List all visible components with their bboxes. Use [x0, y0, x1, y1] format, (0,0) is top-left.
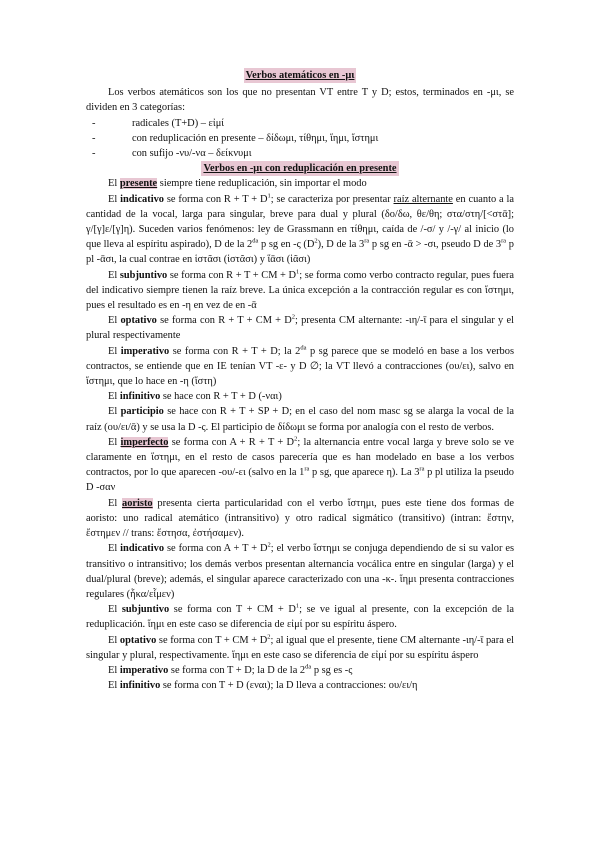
underlined-term: raíz alternante: [393, 193, 453, 205]
paragraph-subjuntivo: El subjuntivo se forma con R + T + CM + $D^1$; se forma como verbo contracto regular, pues fuera del indicativo siempre tienen la raíz breve. La única excepción a la contracción regular es con ἵστημι, pues el resultado es en -η en vez de en -ᾱ: [86, 268, 514, 312]
keyword-imperfecto: imperfecto: [120, 436, 169, 448]
section-title: Verbos en -μι con reduplicación en presente: [201, 161, 398, 176]
paragraph-participio: El participio se hace con R + T + SP + D; en el caso del nom masc sg se alarga la vocal de la raíz (ου/ει/ᾱ) y se usa la D -ς. El participio de δίδωμι se forma por analogía con el resto de verbos.: [86, 406, 514, 433]
keyword-indicativo: indicativo: [120, 193, 164, 205]
paragraph-presente: El presente siempre tiene reduplicación, sin importar el modo: [108, 178, 367, 190]
keyword-infinitivo: infinitivo: [119, 391, 161, 403]
doc-title: Verbos atemáticos en -μι: [244, 68, 357, 83]
paragraph-aor-subjuntivo: El subjuntivo se forma con T + CM + $D^1$; se ve igual al presente, con la excepción de la reduplicación. ἵημι en este caso se diferencia de εἰμί por su espíritu áspero.: [86, 602, 514, 631]
keyword-imperativo: imperativo: [120, 345, 170, 357]
category-item: - con sufijo -νυ/-να – δείκνυμι: [86, 146, 514, 161]
keyword-aoristo: aoristo: [122, 497, 153, 509]
section-title-line: [86, 161, 514, 176]
paragraph-aor-imperativo: El imperativo se forma con T + D; la D de la $2^{da}$ p sg es -ς: [108, 663, 353, 676]
paragraph-imperfecto: El imperfecto se forma con $A + R + T + D^2$; la alternancia entre vocal larga y breve solo se ve claramente en ἵστημι, en el resto de casos parecería que es han modelado en base a los verbos contractos, por lo que aparecen -ου/-ει (salvo en la $1^{ra}$ p sg, que aparece η). La $3^{ra}$ p pl utiliza la pseudo D -σαν: [86, 435, 514, 494]
category-list: [86, 116, 514, 162]
paragraph-indicativo: El indicativo se forma con $R + T + D^1$; se caracteriza por presentar raíz alternante en cuanto a la cantidad de la vocal, larga para singular, breve para dual y plural (δο/δω, θε/θη; στα/στη/[<στᾱ]; γ/[γ]ε/[γ]η). Suceden varios fenómenos: ley de Grassmann en τίθημι, caída de /-σ/ y /-γ/ al inicio (lo que lleva al espíritu aspirado), D de la $2^{da}$ p sg en -ς $(D^2)$, D de la $3^{ra}$ p sg en -ᾱ > -σι, pseudo D de $3^{ra}$ p pl -ᾱσι, la cual contrae en ἱστᾶσι (ἱστᾶσι) y ἵᾱσι (ἱᾶσι): [86, 192, 514, 266]
paragraph-aor-optativo: El optativo se forma con T + CM + $D^2$; al igual que el presente, tiene CM alternante -ιη/-ῑ para el singular y plural, respectivamente. ἵημι en este caso se diferencia de εἰμί por su espíritu áspero: [86, 633, 514, 661]
keyword-presente: presente: [119, 178, 158, 190]
paragraph-aor-infinitivo: El infinitivo se forma con T + D (εναι); la D lleva a contracciones: ου/ει/η: [108, 680, 418, 692]
keyword-subjuntivo: subjuntivo: [121, 604, 170, 616]
paragraph-aoristo: El aoristo presenta cierta particularidad con el verbo ἵστημι, pues este tiene dos formas de aoristo: uno radical atemático (intransitivo) y otro radical sigmático (transitivo) (intran: ἔστην, ἔστημεν // trans: ἔστησα, ἐστήσαμεν).: [86, 497, 514, 540]
category-item: - radicales (T+D) – εἰμί: [86, 116, 514, 131]
keyword-optativo: optativo: [119, 634, 157, 646]
category-item: - con reduplicación en presente – δίδωμι, τίθημι, ἵημι, ἵστημι: [86, 131, 514, 146]
paragraph-optativo: El optativo se forma con R + T + CM + $D^2$; presenta CM alternante: -ιη/-ῑ para el singular y el plural respectivamente: [86, 313, 514, 342]
keyword-indicativo: indicativo: [120, 543, 165, 555]
paragraph-imperativo: El imperativo se forma con R + T + D; la $2^{da}$ p sg parece que se modeló en base a los verbos contractos, se entiende que en IE tenían VT -ε- y D ∅; la VT llevó a contracciones (ου/ει), salvo en ἵστημι, que lo hace en -η (ἵστη): [86, 344, 514, 388]
keyword-imperativo: imperativo: [119, 664, 169, 676]
keyword-participio: participio: [120, 406, 164, 418]
document-page: [86, 68, 514, 693]
paragraph-infinitivo: El infinitivo se hace con R + T + D (-ναι): [108, 391, 282, 403]
paragraph-aor-indicativo: El indicativo se forma con $A + T + D^2$; el verbo ἵστημι se conjuga dependiendo de si su valor es transitivo o intransitivo; los demás verbos presentan alternancia vocálica entre en singular (larga) y el dual/plural (breve); además, el singular aparece caracterizado con una -κ-. ἵημι presenta contracciones regulares (ἧκα/εἷμεν): [86, 541, 514, 600]
intro-paragraph: Los verbos atemáticos son los que no presentan VT entre T y D; estos, terminados en -μι, se dividen en 3 categorías:: [86, 87, 514, 114]
keyword-infinitivo: infinitivo: [119, 680, 161, 692]
doc-title-line: [86, 68, 514, 83]
keyword-subjuntivo: subjuntivo: [119, 269, 168, 281]
keyword-optativo: optativo: [120, 315, 157, 327]
